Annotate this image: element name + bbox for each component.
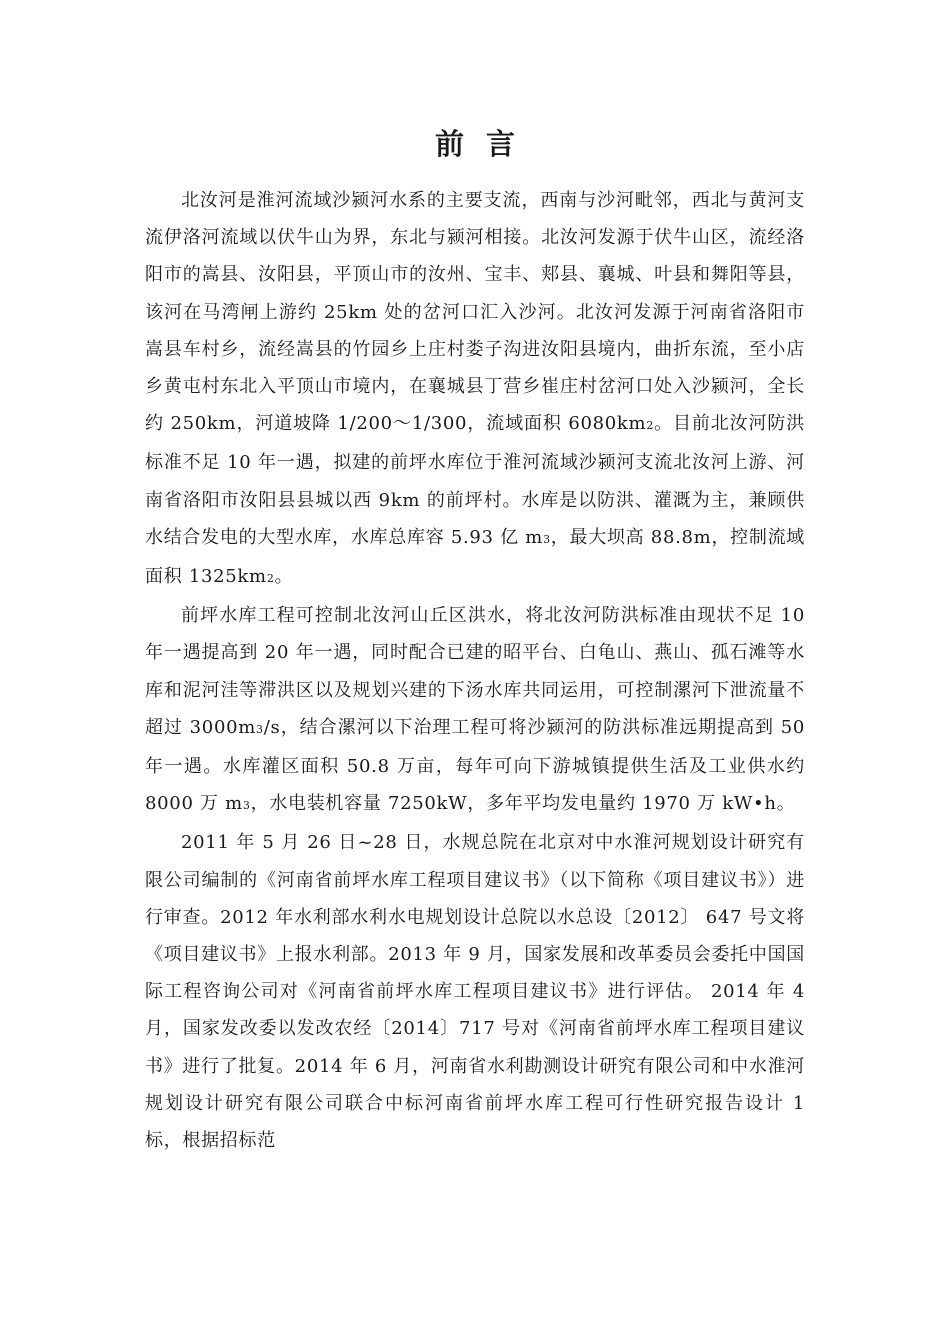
paragraph-1-text: 北汝河是淮河流域沙颍河水系的主要支流，西南与沙河毗邻，西北与黄河支流伊洛河流域以伏牛山为界，东北与颍河相接。北汝河发源于伏牛山区，流经洛阳市的嵩县、汝阳县，平顶山市的汝州、宝丰、郏县、襄城、叶县和舞阳等县，该河在马湾闸上游约 25km 处的岔河口汇入沙河。北汝河发源于河南省洛阳市嵩县车村乡，流经嵩县的竹园乡上庄村娄子沟进汝阳县境内，曲折东流，至小店乡黄屯村东北入平顶山市境内，在襄城县丁营乡崔庄村岔河口处入沙颍河，全长约 250km，河道坡降 1/200～1/300，流域面积 6080km (145, 190, 805, 435)
paragraph-1-text: 。目前北汝河防洪标准不足 10 年一遇，拟建的前坪水库位于淮河流域沙颍河支流北汝河上游、河南省洛阳市汝阳县县城以西 9km 的前坪村。水库是以防洪、灌溉为主，兼顾供水结合发电的大型水库，水库总库容 5.93 亿 m (145, 413, 805, 548)
paragraph-1 (145, 182, 805, 597)
paragraph-2-text: /s，结合漯河以下治理工程可将沙颍河的防洪标准远期提高到 50 年一遇。水库灌区面积 50.8 万亩，每年可向下游城镇提供生活及工业供水约 8000 万 m (145, 716, 806, 815)
superscript-km2: 2 (646, 419, 655, 433)
paragraph-1-text: ，最大坝高 88.8m，控制流域面积 1325km (145, 526, 806, 588)
superscript-m3: 3 (242, 799, 251, 813)
superscript-m3: 3 (543, 532, 551, 546)
page-title: 前言 (434, 127, 537, 161)
paragraph-3 (145, 824, 805, 1159)
paragraph-1-text: 。 (274, 566, 294, 588)
paragraph-2-text: ，水电装机容量 7250kW，多年平均发电量约 1970 万 kW•h。 (250, 793, 796, 815)
superscript-km2: 2 (266, 572, 275, 586)
paragraph-2-text: 前坪水库工程可控制北汝河山丘区洪水，将北汝河防洪标准由现状不足 10 年一遇提高到 20 年一遇，同时配合已建的昭平台、白龟山、燕山、孤石滩等水库和泥河洼等滞洪区以及规划兴建的下汤水库共同运用，可控制漯河下泄流量不超过 3000m (145, 605, 805, 738)
superscript-m3: 3 (256, 722, 264, 736)
paragraph-2 (145, 597, 805, 824)
body-text (145, 182, 805, 1159)
paragraph-3-text: 2011 年 5 月 26 日~28 日，水规总院在北京对中水淮河规划设计研究有限公司编制的《河南省前坪水库工程项目建议书》（以下简称《项目建议书》）进行审查。2012 年水利部水利水电规划设计总院以水总设〔2012〕 647 号文将《项目建议书》上报水利部。2013 年 9 月，国家发展和改革委员会委托中国国际工程咨询公司对《河南省前坪水库工程项目建议书》进行评估。 2014 年 4 月，国家发改委以发改农经〔2014〕717 号对《河南省前坪水库工程项目建议书》进行了批复。2014 年 6 月，河南省水利勘测设计研究有限公司和中水淮河规划设计研究有限公司联合中标河南省前坪水库工程可行性研究报告设计 1 标，根据招标范 (145, 832, 805, 1152)
